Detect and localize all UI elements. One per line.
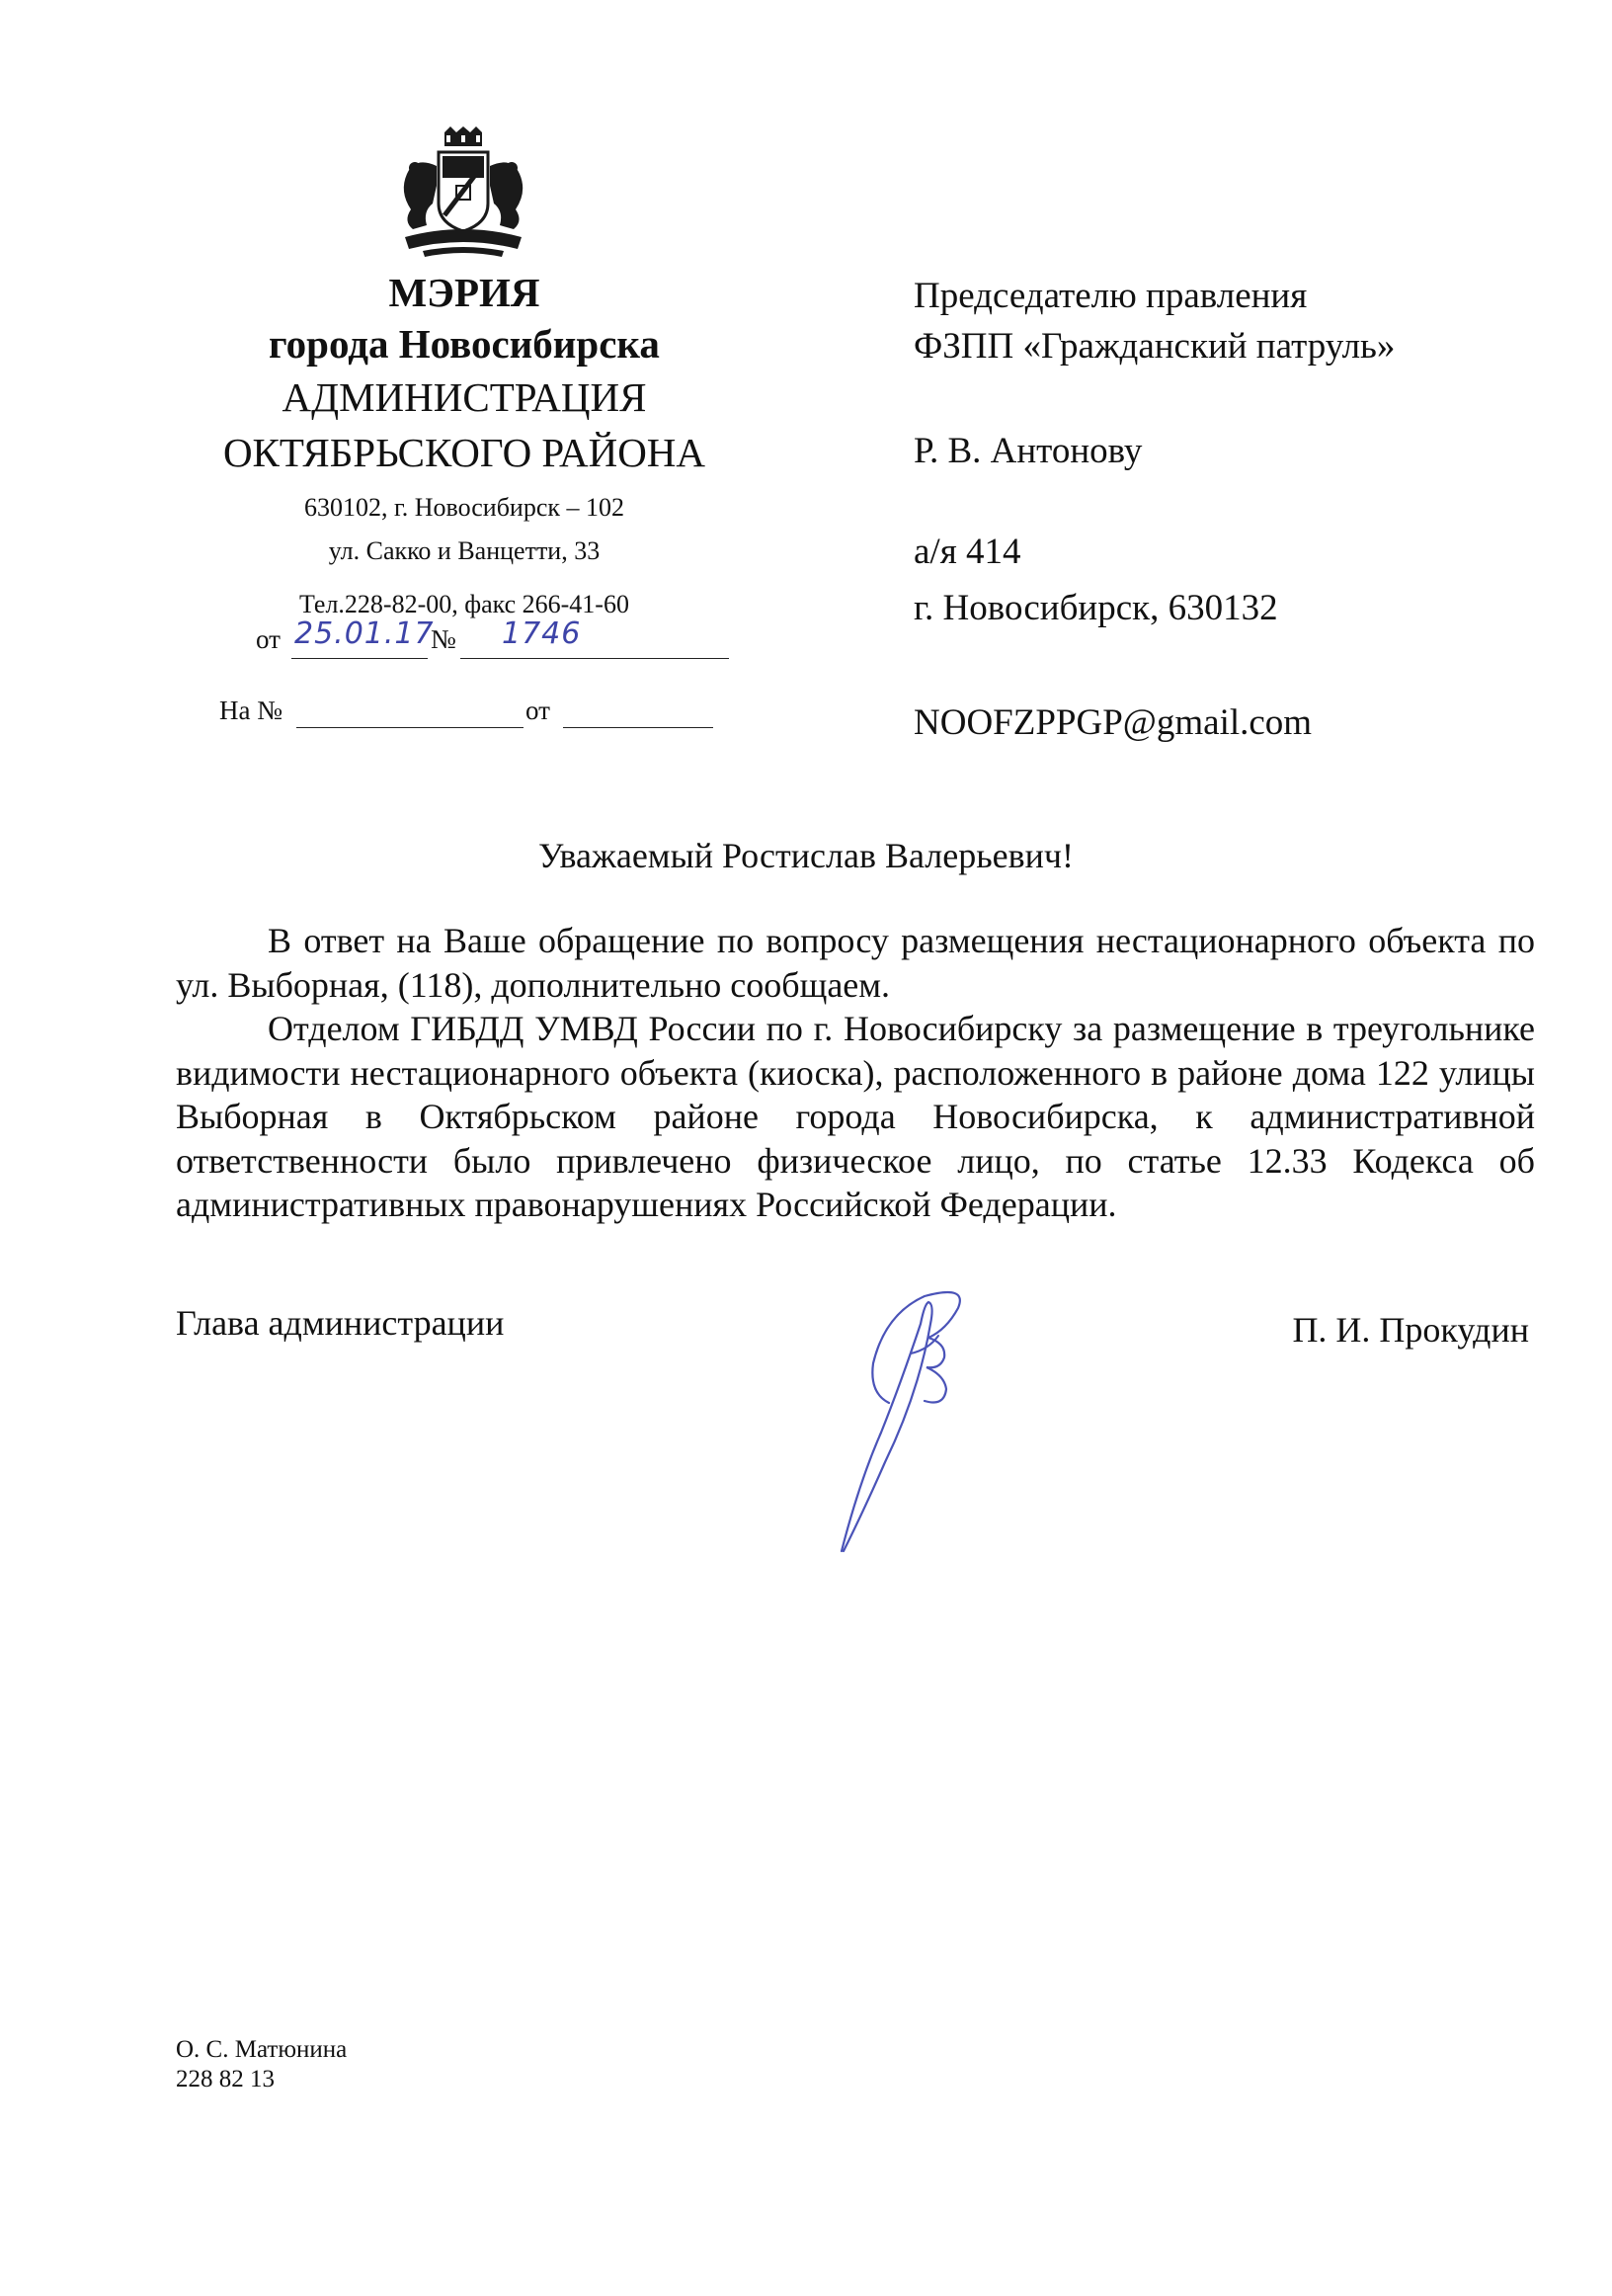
- recipient-position: Председателю правления: [914, 276, 1308, 316]
- outgoing-number-line: [460, 658, 729, 659]
- salutation: Уважаемый Ростислав Валерьевич!: [538, 836, 1074, 875]
- sender-phone: Тел.228-82-00, факс 266-41-60: [299, 590, 629, 618]
- recipient-name: Р. В. Антонову: [914, 431, 1143, 471]
- recipient-organization: ФЗПП «Гражданский патруль»: [914, 326, 1396, 367]
- sender-postal-address: 630102, г. Новосибирск – 102: [303, 493, 625, 522]
- sender-city: города Новосибирска: [269, 321, 660, 367]
- outgoing-number-value: 1746: [502, 616, 582, 651]
- reply-number-label: На №: [219, 696, 282, 725]
- sender-block: [148, 267, 780, 626]
- signatory-title: Глава администрации: [176, 1303, 505, 1343]
- sender-street-address: ул. Сакко и Ванцетти, 33: [328, 536, 601, 565]
- city-coat-of-arms-icon: [393, 126, 533, 265]
- recipient-email: NOOFZPPGP@gmail.com: [914, 702, 1313, 743]
- sender-administration: АДМИНИСТРАЦИЯ: [282, 374, 647, 420]
- outgoing-date-line: [291, 658, 428, 659]
- handwritten-signature: [830, 1284, 998, 1561]
- outgoing-from-label: от: [256, 624, 281, 654]
- executor-block: [176, 2035, 347, 2094]
- letter-body: [176, 919, 1535, 1227]
- recipient-city: г. Новосибирск, 630132: [914, 588, 1278, 628]
- sender-title: МЭРИЯ: [388, 270, 540, 315]
- body-paragraph: Отделом ГИБДД УМВД России по г. Новосибирску за размещение в треугольнике видимости нестационарного объекта (киоска), расположенного в районе дома 122 улицы Выборная в Октябрьском районе города Новосибирска, к административной ответственности было привлечено физическое лицо, по статье 12.33 Кодекса об административных правонарушениях Российской Федерации.: [176, 1009, 1535, 1224]
- outgoing-date-value: 25.01.17: [294, 616, 435, 651]
- executor-name: О. С. Матюнина: [176, 2036, 348, 2063]
- reply-number-line: [296, 727, 524, 728]
- signatory-name: П. И. Прокудин: [1292, 1310, 1529, 1350]
- outgoing-number-label: №: [431, 624, 456, 654]
- body-paragraph: В ответ на Ваше обращение по вопросу размещения нестационарного объекта по ул. Выборная, (118), дополнительно сообщаем.: [176, 921, 1535, 1005]
- reply-from-label: от: [525, 696, 550, 725]
- reply-date-line: [563, 727, 713, 728]
- recipient-po-box: а/я 414: [914, 532, 1021, 572]
- executor-phone: 228 82 13: [176, 2066, 275, 2092]
- sender-district: ОКТЯБРЬСКОГО РАЙОНА: [222, 430, 706, 475]
